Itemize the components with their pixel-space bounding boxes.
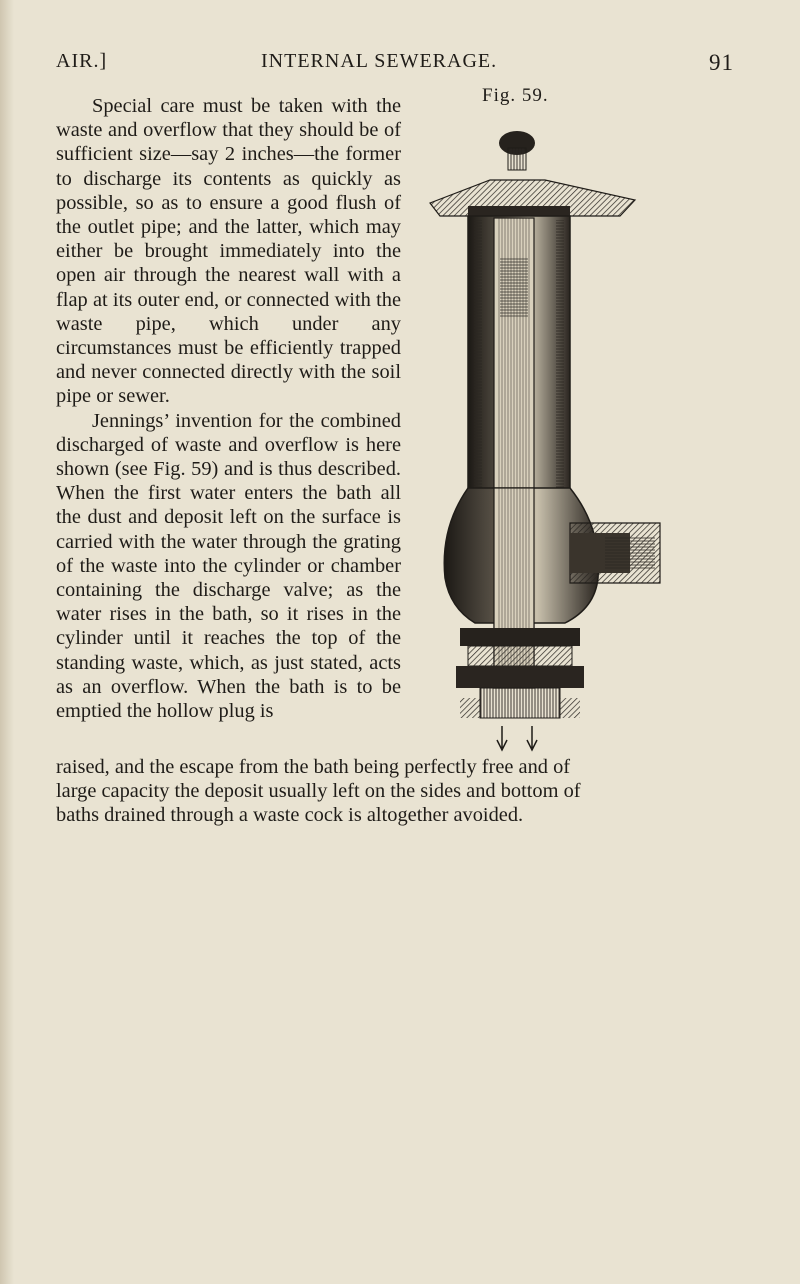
text-line: raised, and the escape from the bath being perfectly free and of xyxy=(56,756,571,778)
figure-label: Fig. 59. xyxy=(482,85,549,106)
valve-illustration xyxy=(420,108,665,758)
full-width-lines xyxy=(56,755,686,828)
valve-engraving xyxy=(420,108,665,758)
paragraph-1: Special care must be taken with the waste and overflow that they should be of sufficient size—say 2 inches—the former to discharge its contents as quickly as possible, so as to ensure a good flush of the outlet pipe; and the latter, which may either be brought immediately into the open air through the nearest wall with a flap at its outer end, or connected with the waste pipe, which under any circumstances must be efficiently trapped and never connected directly with the soil pipe or sewer. xyxy=(56,95,401,408)
page-number: 91 xyxy=(709,50,734,75)
running-head-title: INTERNAL SEWERAGE. xyxy=(261,50,498,72)
body-text-column xyxy=(56,94,401,723)
page-edge-shadow xyxy=(0,0,14,1284)
running-head-left: AIR.] xyxy=(56,50,108,72)
text-line: large capacity the deposit usually left on the sides and bottom of xyxy=(56,780,581,803)
text-line: baths drained through a waste cock is altogether avoided. xyxy=(56,804,524,827)
paragraph-2: Jennings’ invention for the combined discharged of waste and overflow is here shown (see Fig. 59) and is thus described. When the first water enters the bath all the dust and deposit left on the surface is carried with the water through the grating of the waste into the cylinder or chamber containing the discharge valve; as the water rises in the bath, so it rises in the cylinder until it reaches the top of the standing waste, which, as just stated, acts as an overflow. When the bath is to be emptied the hollow plug is xyxy=(56,409,401,723)
running-head xyxy=(56,50,734,80)
